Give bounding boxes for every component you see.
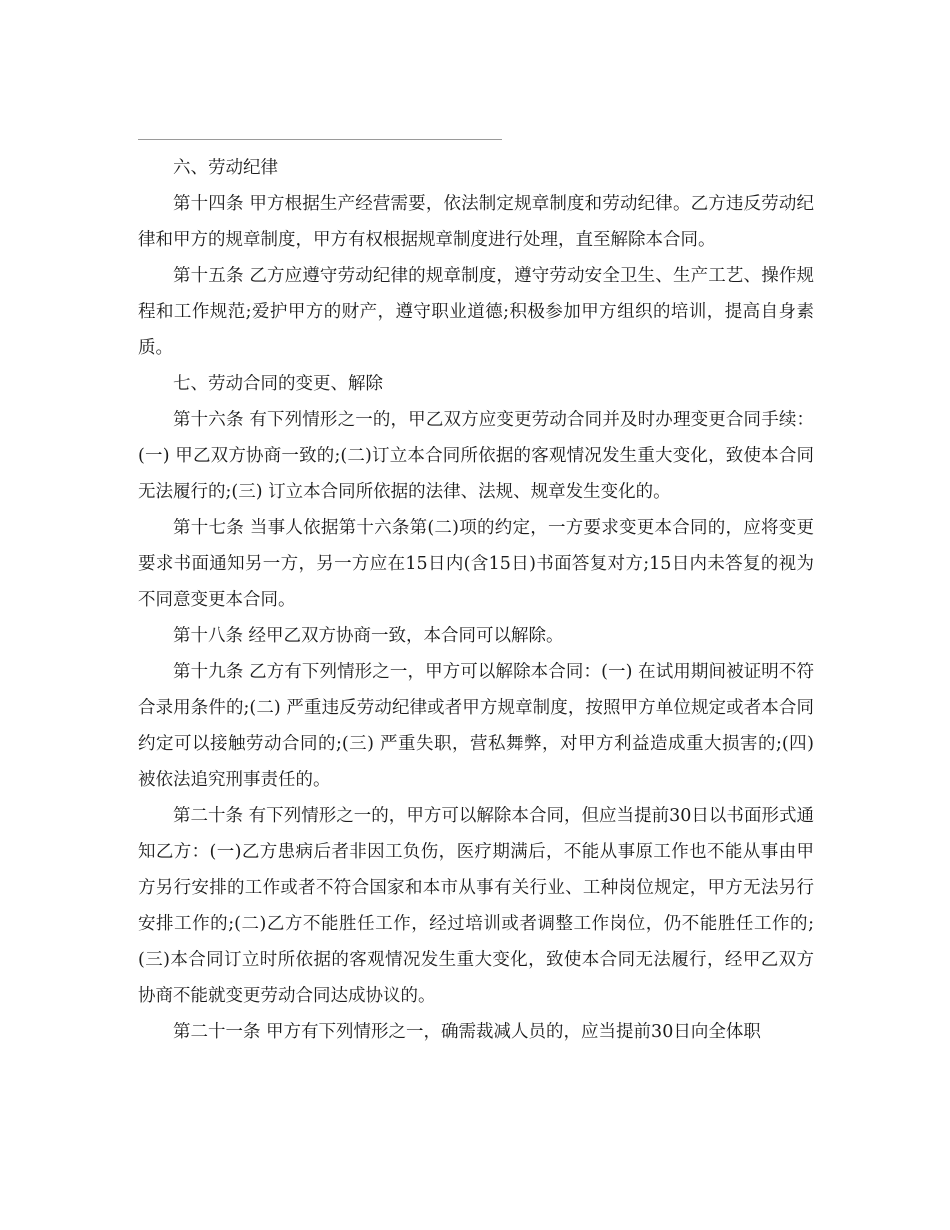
article-21: 第二十一条 甲方有下列情形之一，确需裁减人员的，应当提前30日向全体职	[173, 1022, 761, 1042]
article-20: 第二十条 有下列情形之一的，甲方可以解除本合同，但应当提前30日以书面形式通知乙方：(一)乙方患病后者非因工负伤，医疗期满后，不能从事原工作也不能从事由甲方另行安排的工作或者不符合国家和本市从事有关行业、工种岗位规定，甲方无法另行安排工作的;(二)乙方不能胜任工作，经过培训或者调整工作岗位，仍不能胜任工作的;(三)本合同订立时所依据的客观情况发生重大变化，致使本合同无法履行，经甲乙双方协商不能就变更劳动合同达成协议的。	[138, 806, 814, 1006]
article-19: 第十九条 乙方有下列情形之一，甲方可以解除本合同：(一) 在试用期间被证明不符合录用条件的;(二) 严重违反劳动纪律或者甲方规章制度，按照甲方单位规定或者本合同约定可以接触劳动合同的;(三) 严重失职，营私舞弊，对甲方利益造成重大损害的;(四) 被依法追究刑事责任的。	[138, 662, 814, 790]
header-divider	[138, 139, 502, 140]
article-15: 第十五条 乙方应遵守劳动纪律的规章制度，遵守劳动安全卫生、生产工艺、操作规程和工作规范;爱护甲方的财产，遵守职业道德;积极参加甲方组织的培训，提高自身素质。	[138, 266, 814, 358]
article-16: 第十六条 有下列情形之一的，甲乙双方应变更劳动合同并及时办理变更合同手续：(一) 甲乙双方协商一致的;(二)订立本合同所依据的客观情况发生重大变化，致使本合同无法履行的;(三) 订立本合同所依据的法律、法规、规章发生变化的。	[138, 410, 814, 502]
section-heading-contract-change: 七、劳动合同的变更、解除	[173, 374, 383, 394]
document-body	[138, 150, 814, 1050]
section-heading-labor-discipline: 六、劳动纪律	[173, 158, 278, 178]
article-17: 第十七条 当事人依据第十六条第(二)项的约定，一方要求变更本合同的，应将变更要求书面通知另一方，另一方应在15日内(含15日)书面答复对方;15日内未答复的视为不同意变更本合同。	[138, 518, 814, 610]
article-18: 第十八条 经甲乙双方协商一致，本合同可以解除。	[173, 626, 564, 646]
article-14: 第十四条 甲方根据生产经营需要，依法制定规章制度和劳动纪律。乙方违反劳动纪律和甲方的规章制度，甲方有权根据规章制度进行处理，直至解除本合同。	[138, 194, 814, 250]
